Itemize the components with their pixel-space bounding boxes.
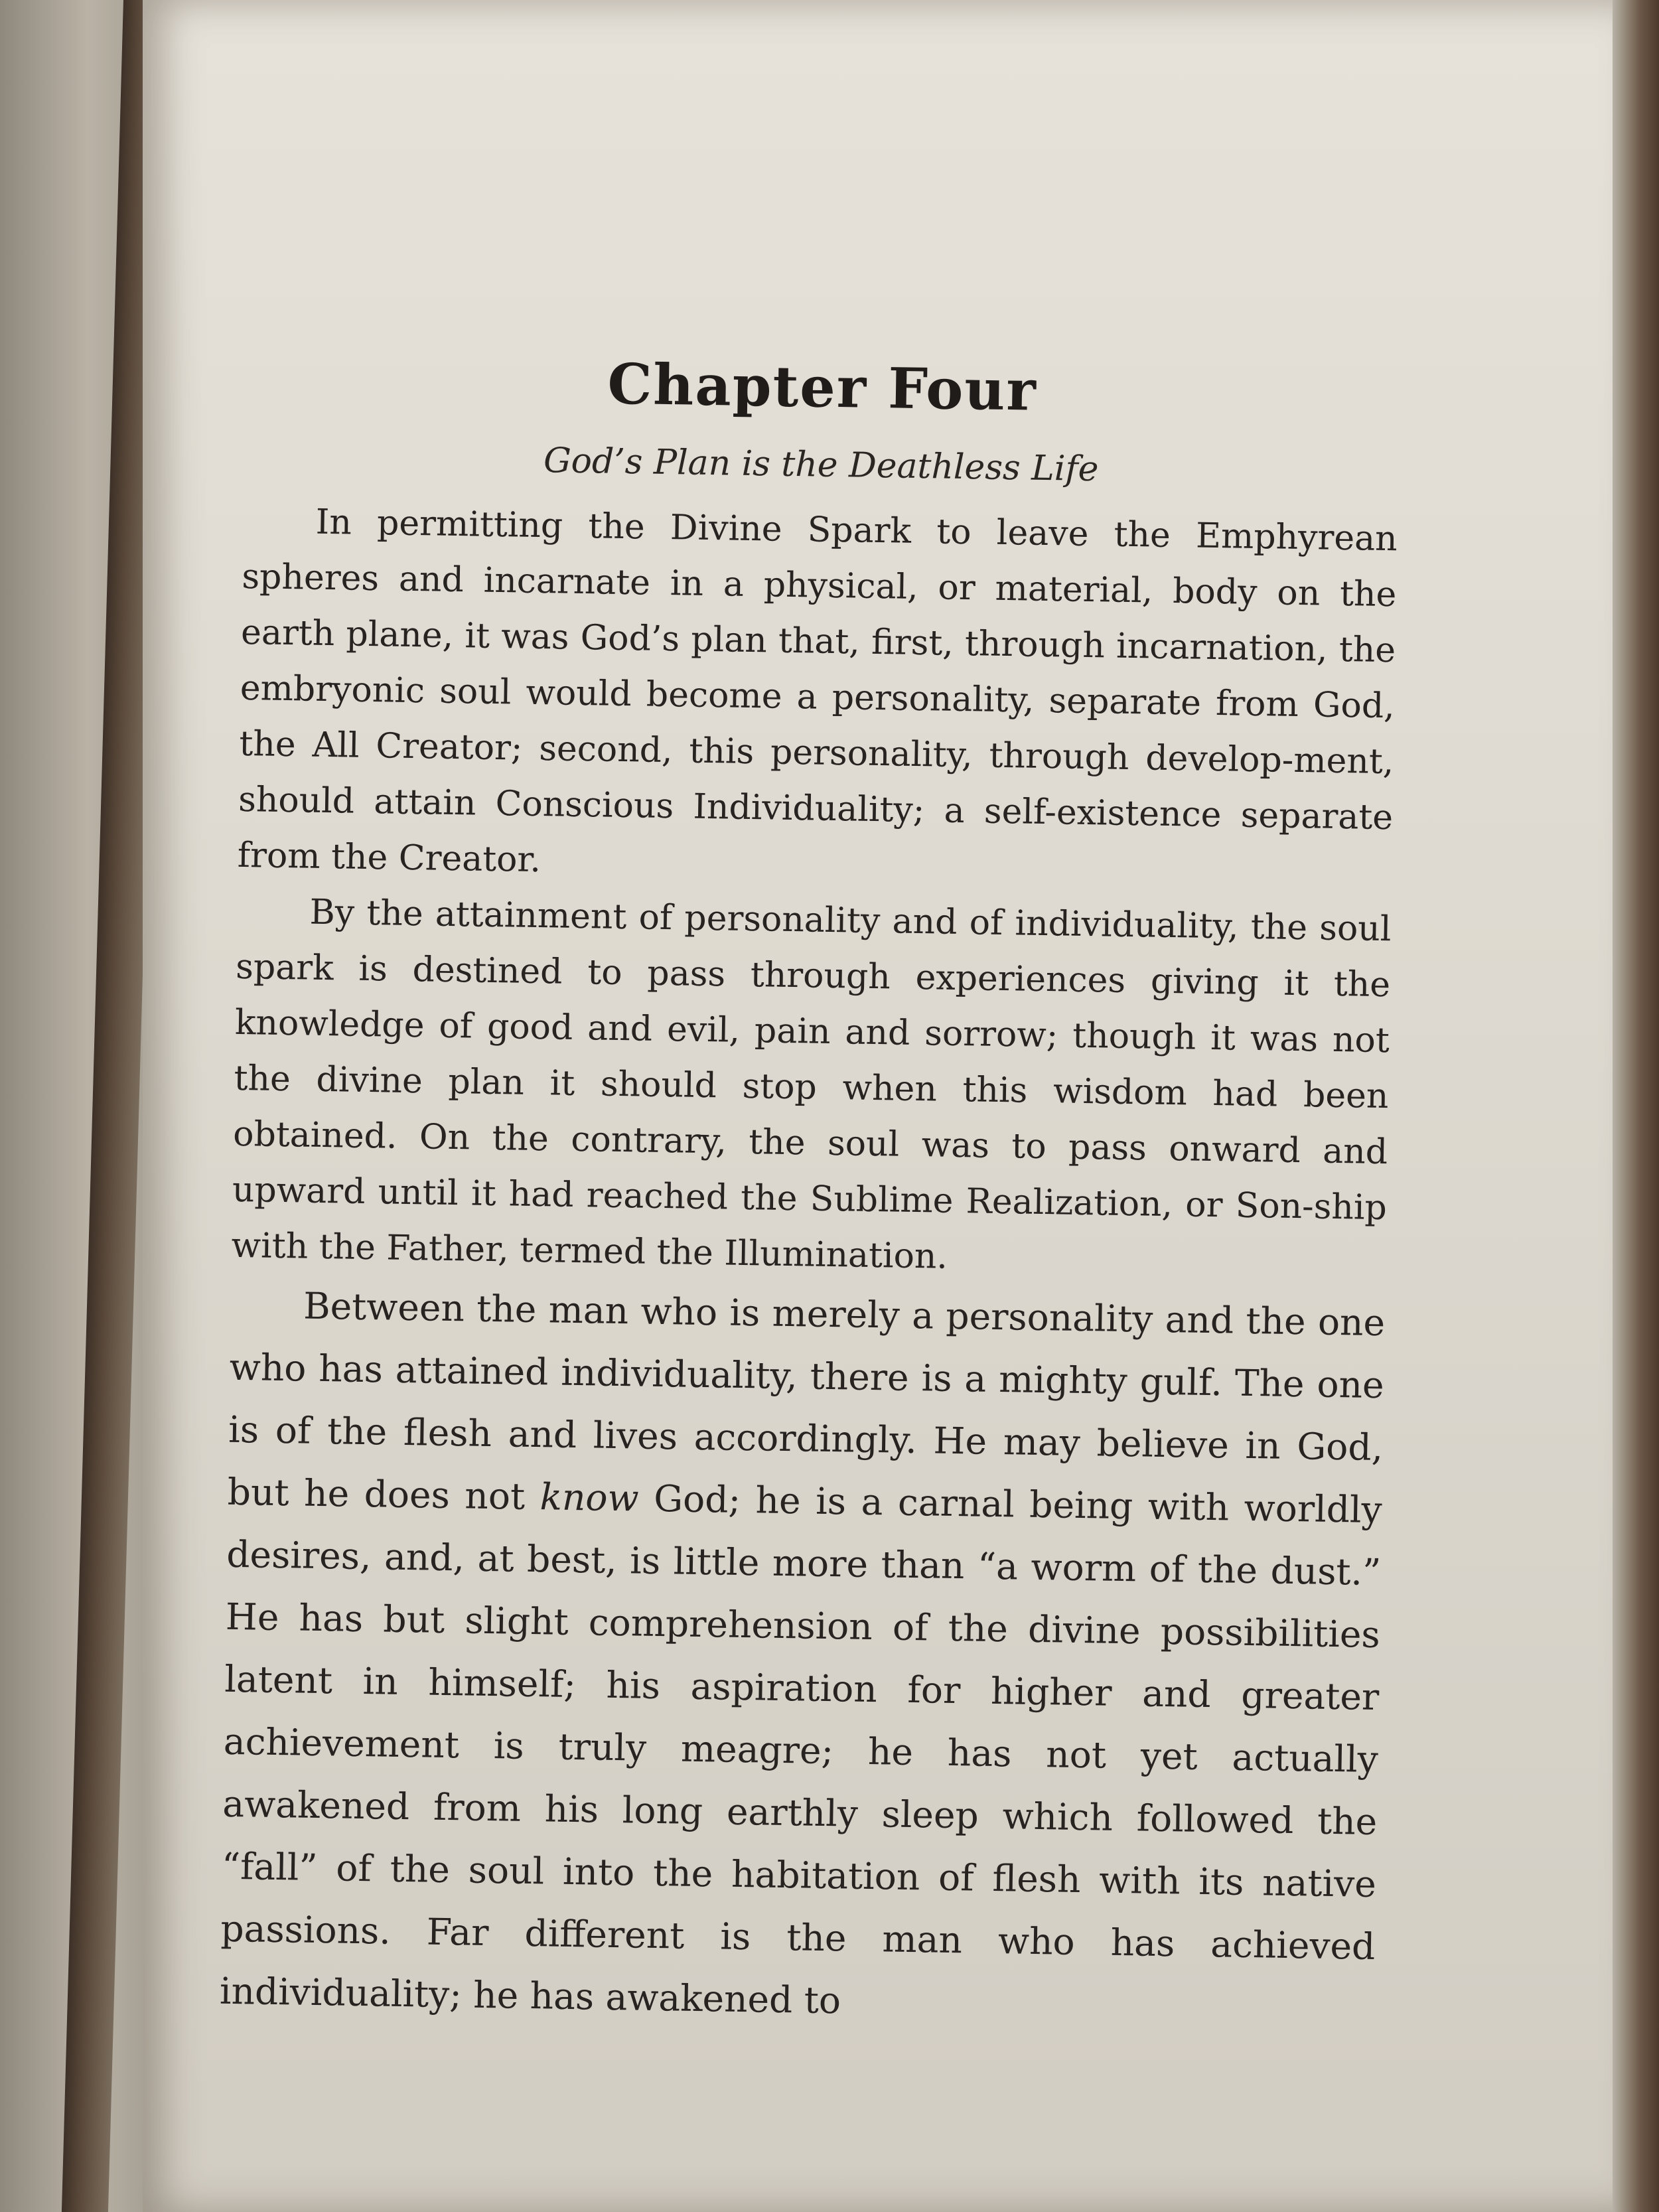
- page-text-block: [219, 345, 1400, 2040]
- paragraph-3-emphasis: know: [540, 1475, 640, 1520]
- paragraph-3: [219, 1274, 1386, 2040]
- paragraph-3-part-1: Between the man who is merely a personality and the one who has attained individuality, there is a mighty gulf. The one is of the flesh and lives accordingly. He may believe in God, but he does not: [227, 1284, 1386, 1518]
- paragraph-1: In permitting the Divine Spark to leave the Emphyrean spheres and incarnate in a physical, or material, body on the earth plane, it was God’s plan that, first, through incarnation, the embryonic soul would become a personality, separate from God, the All Creator; second, this personality, through develop-ment, should attain Conscious Individuality; a self-existence separate from the Creator.: [237, 502, 1398, 880]
- chapter-subtitle: God’s Plan is the Deathless Life: [543, 440, 1099, 490]
- paragraph-2: By the attainment of personality and of individuality, the soul spark is destined to pass through experiences giving it the knowledge of good and evil, pain and sorrow; though it was not the divine plan it should stop when this wisdom had been obtained. On the contrary, the soul was to pass onward and upward until it had reached the Sublime Realization, or Son-ship with the Father, termed the Illumination.: [231, 892, 1392, 1277]
- book-edge: [1613, 0, 1659, 2212]
- chapter-title: Chapter Four: [607, 350, 1038, 423]
- paragraph-3-part-2: God; he is a carnal being with worldly desires, and, at best, is little more than “a worm of the dust.” He has but slight comprehension of the divine possibilities latent in himself; his aspiration for higher and greater achievement is truly meagre; he has not yet actually awakened from his long earthly sleep which followed the “fall” of the soul into the habitation of flesh with its native passions. Far different is the man who has achieved individuality; he has awakened to: [219, 1477, 1383, 2022]
